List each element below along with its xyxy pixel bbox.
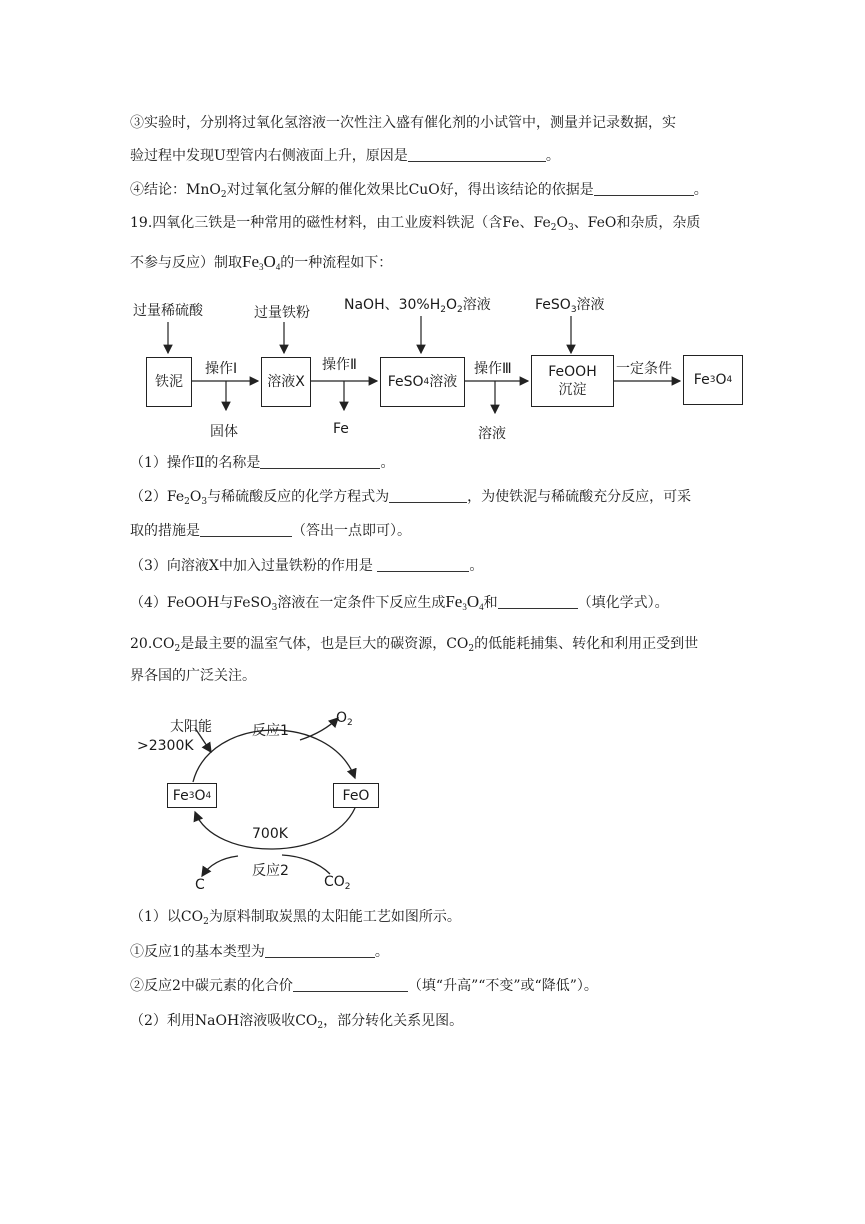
- answer-blank[interactable]: [293, 977, 408, 992]
- q19-intro-line1: 19.四氧化三铁是一种常用的磁性材料，由工业废料铁泥（含Fe、$Fe_2O_3$、FeO和杂质，杂质: [130, 215, 701, 233]
- reagent-feso3: FeSO$_3$溶液: [535, 297, 605, 315]
- label-operation-1: 操作Ⅰ: [205, 361, 238, 377]
- box-feooh-precipitate: FeOOH 沉淀: [531, 355, 614, 407]
- output-fe: Fe: [333, 421, 349, 437]
- q20-reaction2-question: ②反应2中碳元素的化合价 （填“升高”“不变”或“降低”）。: [130, 978, 598, 994]
- box-iron-sludge: 铁泥: [146, 357, 192, 407]
- q18-item3-line1: ③实验时，分别将过氧化氢溶液一次性注入盛有催化剂的小试管中，测量并记录数据，实: [130, 115, 676, 131]
- answer-blank[interactable]: [265, 943, 375, 958]
- q20-intro-line2: 界各国的广泛关注。: [130, 668, 256, 684]
- box-fe3o4: Fe 3 O 4: [683, 355, 743, 405]
- q20-intro-line1: $20.CO_2$是最主要的温室气体，也是巨大的碳资源，$CO_2$的低能耗捕集、转化和利用正受到世: [130, 636, 699, 654]
- box-solution-x: 溶液X: [261, 357, 311, 407]
- q19-part1: （1）操作Ⅱ的名称是 。: [130, 455, 395, 471]
- label-reaction-1: 反应1: [252, 723, 289, 739]
- label-operation-2: 操作Ⅱ: [322, 357, 357, 373]
- label-reaction-2: 反应2: [252, 863, 289, 879]
- q20-reaction1-question: ①反应1的基本类型为 。: [130, 944, 389, 960]
- box-feso4-solution: FeSO 4 溶液: [380, 357, 465, 407]
- output-solid: 固体: [210, 424, 238, 440]
- formula-fe3o4: $Fe_3O_4$: [242, 252, 281, 272]
- label-carbon: C: [195, 877, 205, 893]
- label-o2: $O_2$: [336, 710, 353, 728]
- output-solution: 溶液: [478, 426, 506, 442]
- q19-part4: （4）FeOOH与FeSO$_3$溶液在一定条件下反应生成$Fe_3O_4$和 （填化学式）。: [130, 592, 669, 613]
- label-temp-low: 700K: [252, 826, 288, 842]
- reagent-iron-powder: 过量铁粉: [254, 305, 310, 321]
- reagent-dilute-sulfuric-acid: 过量稀硫酸: [133, 303, 203, 319]
- q19-part2-line1: $(2)Fe_2O_3$与稀硫酸反应的化学方程式为 ，为使铁泥与稀硫酸充分反应，可采: [130, 489, 692, 507]
- box-fe3o4-cycle: Fe 3 O 4: [167, 783, 217, 808]
- q18-item3-line2: 验过程中发现U型管内右侧液面上升，原因是 。: [130, 148, 560, 164]
- q20-part1: （1）以$CO_2$为原料制取炭黑的太阳能工艺如图所示。: [130, 909, 461, 927]
- label-operation-3: 操作Ⅲ: [474, 361, 512, 377]
- q19-part2-line2: 取的措施是 （答出一点即可）。: [130, 523, 411, 539]
- q20-part2: （2）利用NaOH溶液吸收$CO_2$，部分转化关系见图。: [130, 1013, 464, 1031]
- box-feo-cycle: FeO: [333, 783, 379, 808]
- label-co2: $CO_2$: [324, 874, 351, 892]
- formula-fe3o4: $Fe_3O_4$: [445, 592, 484, 612]
- reagent-naoh-h2o2: NaOH、$30\%H_2O_2$溶液: [344, 297, 491, 315]
- q19-intro-line2: 不参与反应）制取$Fe_3O_4$的一种流程如下：: [130, 252, 393, 272]
- label-solar-energy: 太阳能: [170, 719, 212, 735]
- label-condition: 一定条件: [616, 361, 672, 377]
- q19-part3: （3）向溶液X中加入过量铁粉的作用是 。: [130, 558, 484, 574]
- q18-item4: ④结论：MnO$_2$对过氧化氢分解的催化效果比CuO好，得出该结论的依据是 。: [130, 182, 708, 200]
- label-temp-high: >2300K: [137, 738, 194, 754]
